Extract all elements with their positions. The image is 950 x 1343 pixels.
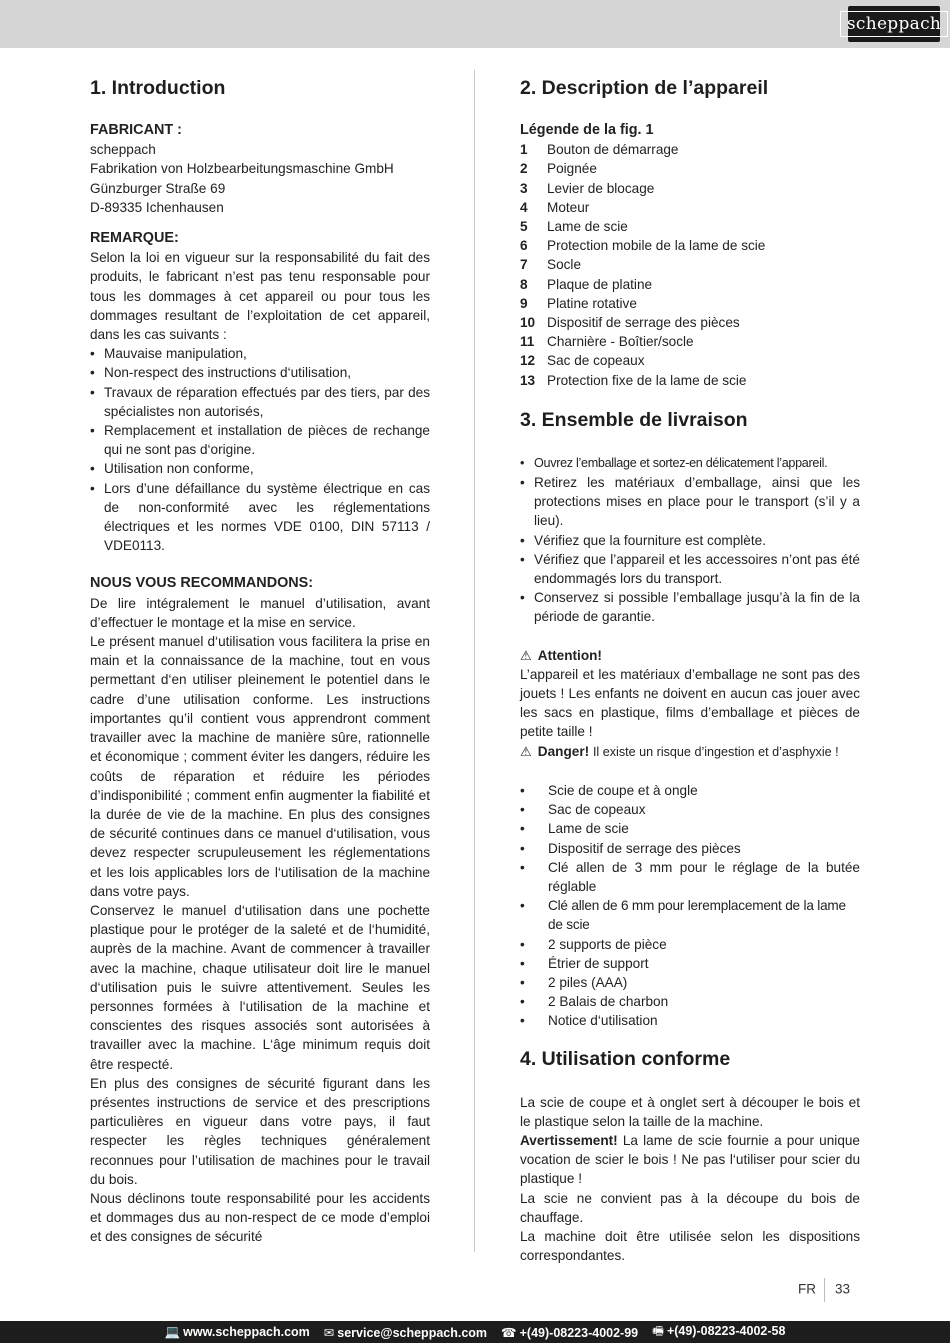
remarque-text: Selon la loi en vigueur sur la responsabilité du fait des produits, le fabricant n’est pas tenu responsable pour tous les dommages à cet appareil ou pour tous les dommages resultant de l’exploitation de cet appareil, dans les cas suivants : (90, 250, 430, 343)
list-item: • Étrier de support (520, 954, 860, 973)
livraison-steps (520, 454, 860, 627)
legend-item: 11 Charnière - Boîtier/socle (520, 334, 694, 350)
livraison-contents (520, 781, 860, 1031)
list-item: • Vérifiez que la fourniture est complète. (520, 531, 860, 550)
intro-title: 1. Introduction (90, 77, 226, 99)
legend-item: 13 Protection fixe de la lame de scie (520, 372, 747, 388)
list-item: • Lame de scie (520, 819, 860, 838)
list-item: • Clé allen de 6 mm pour leremplacement de la lame de scie (520, 896, 860, 934)
left-column (90, 74, 430, 1247)
column-divider (474, 70, 475, 1252)
legend-item: 7 Socle (520, 257, 582, 273)
list-item: • 2 Balais de charbon (520, 992, 860, 1011)
list-item: • Retirez les matériaux d’emballage, ainsi que les protections mises en place pour le transport (s’il y a lieu). (520, 473, 860, 531)
fax-icon: 🖷 (652, 1323, 664, 1338)
legend-item: 10 Dispositif de serrage des pièces (520, 315, 740, 331)
list-item: • Sac de copeaux (520, 800, 860, 819)
description-title: 2. Description de l’appareil (520, 77, 769, 99)
utilisation-text: La scie de coupe et à onglet sert à découper le bois et le plastique selon la taille de la machine. (520, 1094, 860, 1129)
legend-item: 9 Platine rotative (520, 295, 637, 311)
phone-icon: ☎ (501, 1325, 517, 1340)
recommandons-paragraph: Conservez le manuel d‘utilisation dans une pochette plastique pour le protéger de la saleté et de l‘humidité, auprès de la machine. Avant de commencer à travailler avec la machine, chaque utilisateur doit lire le manuel d‘utilisation puis le suivre attentivement. Seules les personnes formées à l‘utilisation de la machine et conscientes des risques associés sont autorisées à travailler avec la machine. L‘âge minimum requis doit être respecté. (90, 902, 430, 1072)
list-item: • Notice d‘utilisation (520, 1011, 860, 1030)
fabricant-line: Fabrikation von Holzbearbeitungsmaschine GmbH (90, 161, 394, 177)
fabricant-line: D-89335 Ichenhausen (90, 199, 224, 215)
footer-divider (824, 1278, 825, 1302)
list-item: • Vérifiez que l’appareil et les accessoires n’ont pas été endommagés lors du transport. (520, 550, 860, 588)
recommandons-paragraph: En plus des consignes de sécurité figurant dans les présentes instructions de service et des prescriptions particulières en vigueur dans votre pays, il faut respecter les règles techniques généralement reconnues pour l’utilisation de machines pour le travail du bois. (90, 1075, 430, 1187)
list-item: • Clé allen de 3 mm pour le réglage de la butée réglable (520, 858, 860, 896)
utilisation-text: La scie ne convient pas à la découpe du bois de chauffage. (520, 1190, 860, 1225)
legend-item: 5 Lame de scie (520, 219, 628, 235)
page-number: 33 (835, 1281, 851, 1297)
list-item: • 2 piles (AAA) (520, 973, 860, 992)
website-item[interactable]: 💻 www.scheppach.com (164, 1324, 310, 1339)
legend-item: 4 Moteur (520, 199, 590, 215)
contact-footer-bar (0, 1321, 950, 1343)
livraison-title: 3. Ensemble de livraison (520, 408, 748, 431)
legend-item: 2 Poignée (520, 161, 597, 177)
legend-item: 6 Protection mobile de la lame de scie (520, 238, 766, 254)
warning-icon: ⚠ (520, 647, 532, 663)
remarque-label: REMARQUE: (90, 230, 179, 247)
recommandons-paragraph: Nous déclinons toute responsabilité pour les accidents et dommages dus au non-respect de ce mode d’emploi et des consignes de sécurité (90, 1190, 430, 1245)
list-item: • Dispositif de serrage des pièces (520, 839, 860, 858)
remarque-list (90, 344, 430, 555)
legend-item: 12 Sac de copeaux (520, 353, 645, 369)
scheppach-logo (848, 6, 940, 42)
list-item: • Ouvrez l’emballage et sortez-en délicatement l’appareil. (520, 454, 860, 473)
recommandons-paragraph: De lire intégralement le manuel d’utilisation, avant d’effectuer le montage et la mise en service. (90, 595, 430, 630)
phone-item: ☎ +(49)-08223-4002-99 (501, 1325, 639, 1340)
top-header-bar (0, 0, 950, 48)
email-item[interactable]: ✉ service@scheppach.com (323, 1325, 488, 1340)
language-code: FR (798, 1281, 816, 1297)
computer-icon: 💻 (164, 1324, 181, 1339)
danger-line: ⚠ Danger! Il existe un risque d’ingestion et d’asphyxie ! (520, 742, 860, 762)
list-item: • Mauvaise manipulation, (90, 344, 430, 363)
list-item: • Utilisation non conforme, (90, 459, 430, 478)
recommandons-label: NOUS VOUS RECOMMANDONS: (90, 575, 314, 592)
mail-icon: ✉ (323, 1325, 335, 1340)
warning-icon: ⚠ (520, 743, 532, 759)
utilisation-text: La machine doit être utilisée selon les dispositions correspondantes. (520, 1228, 860, 1264)
list-item: • Non-respect des instructions d‘utilisation, (90, 363, 430, 382)
attention-text: L’appareil et les matériaux d’emballage ne sont pas des jouets ! Les enfants ne doivent en aucun cas jouer avec les sacs en plastique, films d’emballage et pièces de petite taille ! (520, 666, 860, 740)
page-number-block (798, 1278, 850, 1302)
legend-item: 8 Plaque de platine (520, 276, 653, 292)
legend-label: Légende de la fig. 1 (520, 122, 654, 138)
recommandons-paragraph: Le présent manuel d‘utilisation vous facilitera la prise en main et la connaissance de la machine, tout en vous permettant d‘en utiliser pleinement le potentiel dans le cadre d’une utilisation conforme. Les instructions importantes qu’il contient vous apprendront comment travailler avec la machine de manière sûre, rationnelle et économique ; comment éviter les dangers, réduire les coûts de réparation et réduire les périodes d’indisponibilité ; comment enfin augmenter la fiabilité et la durée de vie de la machine. En plus des consignes de sécurité continues dans ce manuel d‘utilisation, vous devez respecter scrupuleusement les réglementations et les lois applicables lors de l‘utilisation de la machine dans votre pays. (90, 634, 430, 899)
legend-list (520, 140, 860, 390)
list-item: • Scie de coupe et à ongle (520, 781, 860, 800)
legend-item: 3 Levier de blocage (520, 180, 655, 196)
avertissement-text: Avertissement! La lame de scie fournie a pour unique vocation de scier le bois ! Ne pas l‘utiliser pour scier du plastique ! (520, 1132, 860, 1187)
right-column (520, 74, 860, 1265)
utilisation-title: 4. Utilisation conforme (520, 1047, 731, 1070)
list-item: • Remplacement et installation de pièces de rechange qui ne sont pas d‘origine. (90, 421, 430, 459)
fabricant-line: scheppach (90, 142, 156, 158)
list-item: • Travaux de réparation effectués par des tiers, par des spécialistes non autorisés, (90, 383, 430, 421)
list-item: • Lors d’une défaillance du système électrique en cas de non-conformité avec les réglementations électriques et les normes VDE 0100, DIN 57113 / VDE0113. (90, 479, 430, 556)
legend-item: 1 Bouton de démarrage (520, 142, 679, 158)
fabricant-line: Günzburger Straße 69 (90, 180, 226, 196)
attention-heading: ⚠ Attention! (520, 646, 860, 665)
fabricant-label: FABRICANT : (90, 122, 182, 138)
list-item: • Conservez si possible l’emballage jusqu’à la fin de la période de garantie. (520, 588, 860, 626)
fax-item: 🖷 +(49)-08223-4002-58 (652, 1323, 786, 1338)
logo-text: scheppach (840, 11, 948, 37)
list-item: • 2 supports de pièce (520, 935, 860, 954)
